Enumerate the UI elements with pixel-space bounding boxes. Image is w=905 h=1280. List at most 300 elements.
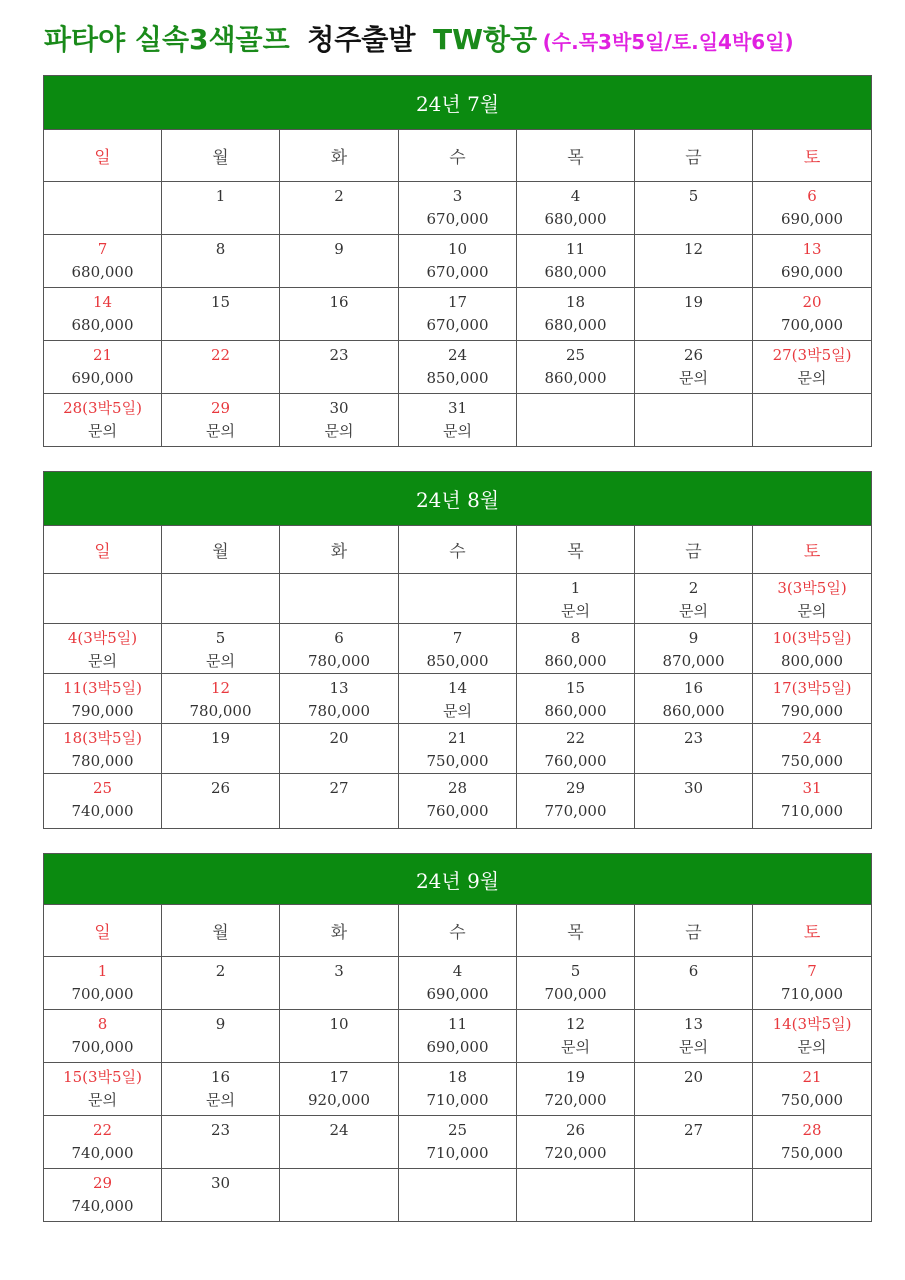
week-row bbox=[44, 957, 872, 1010]
day-number: 16 bbox=[210, 1068, 231, 1086]
day-number: 13 bbox=[683, 1015, 704, 1033]
week-row bbox=[44, 394, 872, 447]
day-number: 18(3박5일) bbox=[63, 729, 142, 747]
day-number: 4 bbox=[452, 962, 463, 980]
day-number: 1 bbox=[97, 962, 108, 980]
day-cell bbox=[44, 957, 162, 1010]
day-cell bbox=[635, 341, 753, 394]
day-number: 25 bbox=[447, 1121, 468, 1139]
day-price: 850,000 bbox=[426, 652, 489, 670]
day-number: 20 bbox=[802, 293, 822, 311]
weekday-header: 화 bbox=[280, 526, 399, 574]
day-number: 10 bbox=[447, 240, 468, 258]
day-cell bbox=[280, 182, 399, 235]
weekday-header: 토 bbox=[753, 130, 872, 182]
day-number: 4 bbox=[570, 187, 581, 205]
day-cell bbox=[753, 574, 872, 624]
day-cell bbox=[517, 182, 635, 235]
day-number: 9 bbox=[334, 240, 344, 258]
day-number: 13 bbox=[329, 679, 349, 697]
day-price: 780,000 bbox=[71, 752, 134, 770]
day-price: 문의 bbox=[88, 422, 117, 440]
day-number bbox=[399, 1169, 516, 1172]
day-cell bbox=[399, 182, 517, 235]
calendar-month bbox=[43, 471, 872, 829]
day-cell bbox=[44, 1116, 162, 1169]
day-price: 670,000 bbox=[426, 316, 489, 334]
day-price: 700,000 bbox=[781, 316, 844, 334]
day-number: 30 bbox=[683, 779, 704, 797]
day-cell bbox=[635, 394, 753, 447]
day-number: 24 bbox=[802, 729, 822, 747]
day-price: 문의 bbox=[206, 422, 235, 440]
day-number: 17 bbox=[447, 293, 468, 311]
day-number: 1 bbox=[215, 187, 226, 205]
day-number: 15 bbox=[210, 293, 231, 311]
day-cell bbox=[399, 1116, 517, 1169]
weekday-header: 일 bbox=[44, 526, 162, 574]
day-number: 6 bbox=[807, 187, 817, 205]
calendar-month bbox=[43, 853, 872, 1222]
week-row bbox=[44, 624, 872, 674]
day-cell bbox=[753, 394, 872, 447]
weekday-header: 일 bbox=[44, 905, 162, 957]
day-price: 740,000 bbox=[71, 802, 134, 820]
day-number: 29 bbox=[210, 399, 231, 417]
day-number: 16 bbox=[683, 679, 704, 697]
day-number: 6 bbox=[688, 962, 699, 980]
weekday-header: 목 bbox=[517, 130, 635, 182]
day-cell bbox=[635, 1063, 753, 1116]
day-number: 7 bbox=[452, 629, 463, 647]
day-number: 12 bbox=[210, 679, 231, 697]
day-price: 700,000 bbox=[71, 1038, 134, 1056]
day-price: 문의 bbox=[443, 702, 472, 720]
day-cell bbox=[280, 235, 399, 288]
day-number bbox=[753, 1169, 871, 1172]
day-number bbox=[44, 182, 161, 185]
title-airline: TW항공 bbox=[432, 23, 538, 56]
day-cell bbox=[399, 394, 517, 447]
day-cell bbox=[162, 1169, 280, 1222]
day-cell bbox=[399, 1169, 517, 1222]
day-cell bbox=[44, 341, 162, 394]
day-number: 30 bbox=[210, 1174, 231, 1192]
day-price: 860,000 bbox=[544, 702, 607, 720]
day-number bbox=[280, 1169, 398, 1172]
day-cell bbox=[399, 574, 517, 624]
month-title: 24년 9월 bbox=[44, 854, 872, 905]
day-cell bbox=[399, 674, 517, 724]
day-price: 750,000 bbox=[781, 1144, 844, 1162]
day-number: 19 bbox=[683, 293, 704, 311]
weekday-header: 수 bbox=[399, 130, 517, 182]
day-number bbox=[517, 394, 634, 397]
day-price: 670,000 bbox=[426, 263, 489, 281]
day-number: 11 bbox=[447, 1015, 468, 1033]
day-cell bbox=[517, 341, 635, 394]
day-number: 25 bbox=[92, 779, 113, 797]
day-price: 670,000 bbox=[426, 210, 489, 228]
day-number: 24 bbox=[329, 1121, 349, 1139]
day-cell bbox=[162, 1116, 280, 1169]
day-cell bbox=[517, 724, 635, 774]
weekday-header: 화 bbox=[280, 130, 399, 182]
day-cell bbox=[635, 288, 753, 341]
day-price: 문의 bbox=[797, 1038, 827, 1056]
month-title: 24년 7월 bbox=[44, 76, 872, 130]
weekday-header: 금 bbox=[635, 526, 753, 574]
day-cell bbox=[635, 1116, 753, 1169]
day-price: 문의 bbox=[561, 602, 590, 620]
day-cell bbox=[44, 674, 162, 724]
day-number bbox=[753, 394, 871, 397]
day-number: 20 bbox=[329, 729, 349, 747]
day-number: 31 bbox=[802, 779, 822, 797]
week-row bbox=[44, 1116, 872, 1169]
weekday-header: 월 bbox=[162, 130, 280, 182]
day-cell bbox=[280, 624, 399, 674]
day-cell bbox=[44, 574, 162, 624]
day-price: 780,000 bbox=[307, 702, 371, 720]
day-number: 27 bbox=[683, 1121, 704, 1139]
week-row bbox=[44, 1169, 872, 1222]
day-cell bbox=[44, 774, 162, 829]
day-number: 19 bbox=[210, 729, 231, 747]
day-price: 760,000 bbox=[544, 752, 607, 770]
day-cell bbox=[635, 957, 753, 1010]
day-number: 16 bbox=[329, 293, 349, 311]
day-cell bbox=[162, 774, 280, 829]
day-number: 7 bbox=[807, 962, 817, 980]
day-number: 10(3박5일) bbox=[772, 629, 852, 647]
day-number: 30 bbox=[329, 399, 349, 417]
day-cell bbox=[399, 1010, 517, 1063]
week-row bbox=[44, 288, 872, 341]
day-price: 860,000 bbox=[662, 702, 725, 720]
week-row bbox=[44, 1063, 872, 1116]
day-cell bbox=[280, 1010, 399, 1063]
day-number: 3(3박5일) bbox=[777, 579, 847, 597]
day-cell bbox=[635, 1169, 753, 1222]
day-cell bbox=[399, 288, 517, 341]
weekday-header: 목 bbox=[517, 526, 635, 574]
day-price: 710,000 bbox=[426, 1144, 489, 1162]
day-price: 740,000 bbox=[71, 1197, 134, 1215]
day-price: 문의 bbox=[324, 422, 354, 440]
day-price: 문의 bbox=[561, 1038, 590, 1056]
day-cell bbox=[280, 774, 399, 829]
title-product: 파타야 실속3색골프 bbox=[44, 23, 290, 56]
day-cell bbox=[280, 394, 399, 447]
day-number: 22 bbox=[210, 346, 231, 364]
weekday-header: 토 bbox=[753, 905, 872, 957]
week-row bbox=[44, 774, 872, 829]
day-cell bbox=[162, 182, 280, 235]
day-cell bbox=[162, 288, 280, 341]
day-cell bbox=[162, 1063, 280, 1116]
day-cell bbox=[399, 724, 517, 774]
day-number: 22 bbox=[565, 729, 586, 747]
day-price: 690,000 bbox=[426, 1038, 489, 1056]
weekday-header: 월 bbox=[162, 526, 280, 574]
page-title bbox=[44, 18, 894, 62]
day-cell bbox=[162, 394, 280, 447]
day-cell bbox=[280, 674, 399, 724]
day-cell bbox=[517, 957, 635, 1010]
weekday-header: 화 bbox=[280, 905, 399, 957]
day-cell bbox=[399, 341, 517, 394]
day-price: 740,000 bbox=[71, 1144, 134, 1162]
day-cell bbox=[280, 574, 399, 624]
week-row bbox=[44, 235, 872, 288]
day-price: 문의 bbox=[206, 652, 235, 670]
day-cell bbox=[753, 624, 872, 674]
day-cell bbox=[280, 288, 399, 341]
day-cell bbox=[517, 1010, 635, 1063]
day-cell bbox=[280, 1116, 399, 1169]
day-cell bbox=[517, 1116, 635, 1169]
day-number bbox=[44, 574, 161, 577]
title-departure: 청주출발 bbox=[307, 23, 416, 56]
day-cell bbox=[399, 235, 517, 288]
day-number bbox=[162, 574, 279, 577]
day-cell bbox=[399, 624, 517, 674]
day-cell bbox=[44, 182, 162, 235]
day-number: 5 bbox=[215, 629, 226, 647]
day-number bbox=[517, 1169, 634, 1172]
calendar-month bbox=[43, 75, 872, 447]
day-number: 28(3박5일) bbox=[63, 399, 142, 417]
day-price: 710,000 bbox=[781, 985, 844, 1003]
day-number: 8 bbox=[570, 629, 581, 647]
day-cell bbox=[635, 774, 753, 829]
day-price: 860,000 bbox=[544, 652, 607, 670]
day-cell bbox=[753, 235, 872, 288]
day-number: 14 bbox=[92, 293, 113, 311]
day-number: 18 bbox=[565, 293, 586, 311]
day-number: 9 bbox=[688, 629, 699, 647]
day-price: 680,000 bbox=[544, 210, 607, 228]
day-number: 11 bbox=[565, 240, 586, 258]
day-number: 2 bbox=[688, 579, 699, 597]
day-price: 720,000 bbox=[544, 1144, 607, 1162]
day-number: 19 bbox=[565, 1068, 586, 1086]
day-number: 28 bbox=[802, 1121, 822, 1139]
day-price: 문의 bbox=[679, 602, 708, 620]
day-cell bbox=[44, 288, 162, 341]
day-price: 문의 bbox=[88, 652, 117, 670]
day-cell bbox=[162, 674, 280, 724]
day-cell bbox=[635, 624, 753, 674]
day-number: 1 bbox=[570, 579, 581, 597]
day-cell bbox=[280, 1063, 399, 1116]
day-cell bbox=[162, 724, 280, 774]
day-price: 680,000 bbox=[71, 316, 134, 334]
day-number: 9 bbox=[215, 1015, 226, 1033]
day-cell bbox=[280, 1169, 399, 1222]
day-price: 710,000 bbox=[426, 1091, 489, 1109]
day-price: 780,000 bbox=[189, 702, 252, 720]
day-cell bbox=[753, 774, 872, 829]
day-cell bbox=[635, 182, 753, 235]
day-price: 850,000 bbox=[426, 369, 489, 387]
day-price: 720,000 bbox=[544, 1091, 607, 1109]
day-cell bbox=[399, 957, 517, 1010]
day-cell bbox=[753, 288, 872, 341]
day-number: 2 bbox=[334, 187, 344, 205]
day-number: 8 bbox=[215, 240, 226, 258]
month-title: 24년 8월 bbox=[44, 472, 872, 526]
day-cell bbox=[162, 574, 280, 624]
day-price: 문의 bbox=[679, 369, 708, 387]
day-price: 920,000 bbox=[307, 1091, 371, 1109]
day-number: 28 bbox=[447, 779, 468, 797]
day-price: 750,000 bbox=[781, 752, 844, 770]
day-price: 690,000 bbox=[781, 210, 844, 228]
day-price: 690,000 bbox=[781, 263, 844, 281]
day-price: 문의 bbox=[797, 602, 827, 620]
week-row bbox=[44, 574, 872, 624]
day-price: 700,000 bbox=[544, 985, 607, 1003]
day-cell bbox=[753, 1063, 872, 1116]
day-number: 15 bbox=[565, 679, 586, 697]
day-price: 770,000 bbox=[544, 802, 607, 820]
day-cell bbox=[162, 1010, 280, 1063]
day-cell bbox=[635, 574, 753, 624]
weekday-header: 목 bbox=[517, 905, 635, 957]
day-number: 29 bbox=[92, 1174, 113, 1192]
day-price: 800,000 bbox=[781, 652, 844, 670]
day-cell bbox=[635, 235, 753, 288]
day-price: 780,000 bbox=[307, 652, 371, 670]
day-price: 760,000 bbox=[426, 802, 489, 820]
day-cell bbox=[44, 624, 162, 674]
day-number: 23 bbox=[683, 729, 704, 747]
day-number: 2 bbox=[215, 962, 226, 980]
weekday-header: 토 bbox=[753, 526, 872, 574]
day-number: 14(3박5일) bbox=[772, 1015, 852, 1033]
weekday-header: 일 bbox=[44, 130, 162, 182]
day-number: 14 bbox=[447, 679, 468, 697]
day-number: 12 bbox=[565, 1015, 586, 1033]
day-cell bbox=[517, 624, 635, 674]
day-cell bbox=[517, 574, 635, 624]
day-number: 23 bbox=[210, 1121, 231, 1139]
day-number: 21 bbox=[447, 729, 468, 747]
day-cell bbox=[280, 957, 399, 1010]
day-number: 5 bbox=[570, 962, 581, 980]
day-cell bbox=[280, 724, 399, 774]
day-number: 3 bbox=[452, 187, 463, 205]
day-cell bbox=[517, 235, 635, 288]
day-cell bbox=[399, 774, 517, 829]
day-cell bbox=[635, 674, 753, 724]
day-number: 26 bbox=[683, 346, 704, 364]
day-cell bbox=[753, 957, 872, 1010]
day-number: 12 bbox=[683, 240, 704, 258]
day-number: 18 bbox=[447, 1068, 468, 1086]
day-cell bbox=[44, 235, 162, 288]
day-cell bbox=[517, 288, 635, 341]
day-number: 21 bbox=[802, 1068, 822, 1086]
weekday-header: 수 bbox=[399, 905, 517, 957]
day-price: 700,000 bbox=[71, 985, 134, 1003]
day-number: 17(3박5일) bbox=[772, 679, 852, 697]
day-number: 10 bbox=[329, 1015, 349, 1033]
day-number: 17 bbox=[329, 1068, 349, 1086]
day-cell bbox=[44, 394, 162, 447]
day-number: 15(3박5일) bbox=[63, 1068, 142, 1086]
day-price: 문의 bbox=[88, 1091, 117, 1109]
day-price: 790,000 bbox=[781, 702, 844, 720]
day-number: 26 bbox=[210, 779, 231, 797]
week-row bbox=[44, 674, 872, 724]
day-price: 680,000 bbox=[544, 263, 607, 281]
day-number: 3 bbox=[334, 962, 344, 980]
day-number bbox=[635, 1169, 752, 1172]
day-cell bbox=[517, 394, 635, 447]
week-row bbox=[44, 182, 872, 235]
day-number bbox=[635, 394, 752, 397]
day-cell bbox=[753, 341, 872, 394]
day-cell bbox=[517, 774, 635, 829]
day-price: 710,000 bbox=[781, 802, 844, 820]
day-number: 13 bbox=[802, 240, 822, 258]
day-price: 문의 bbox=[206, 1091, 235, 1109]
day-price: 750,000 bbox=[781, 1091, 844, 1109]
day-number: 7 bbox=[97, 240, 108, 258]
weekday-header: 금 bbox=[635, 905, 753, 957]
day-price: 690,000 bbox=[71, 369, 134, 387]
week-row bbox=[44, 724, 872, 774]
day-price: 문의 bbox=[443, 422, 472, 440]
day-cell bbox=[162, 957, 280, 1010]
day-price: 680,000 bbox=[71, 263, 134, 281]
day-number: 20 bbox=[683, 1068, 704, 1086]
day-cell bbox=[44, 1010, 162, 1063]
title-schedule-note: (수.목3박5일/토.일4박6일) bbox=[542, 30, 794, 54]
day-cell bbox=[44, 724, 162, 774]
day-number: 21 bbox=[92, 346, 113, 364]
day-price: 860,000 bbox=[544, 369, 607, 387]
day-cell bbox=[280, 341, 399, 394]
day-cell bbox=[635, 1010, 753, 1063]
day-cell bbox=[753, 724, 872, 774]
day-cell bbox=[517, 1063, 635, 1116]
day-cell bbox=[44, 1169, 162, 1222]
day-number: 22 bbox=[92, 1121, 113, 1139]
day-number: 31 bbox=[447, 399, 468, 417]
day-number bbox=[399, 574, 516, 577]
day-cell bbox=[399, 1063, 517, 1116]
day-cell bbox=[753, 1169, 872, 1222]
day-cell bbox=[635, 724, 753, 774]
day-number: 27(3박5일) bbox=[772, 346, 852, 364]
weekday-header: 수 bbox=[399, 526, 517, 574]
day-number: 25 bbox=[565, 346, 586, 364]
day-cell bbox=[753, 182, 872, 235]
day-number: 4(3박5일) bbox=[67, 629, 138, 647]
day-cell bbox=[44, 1063, 162, 1116]
day-number: 27 bbox=[329, 779, 349, 797]
day-number: 24 bbox=[447, 346, 468, 364]
day-price: 문의 bbox=[679, 1038, 708, 1056]
day-cell bbox=[517, 674, 635, 724]
day-price: 750,000 bbox=[426, 752, 489, 770]
day-number: 6 bbox=[334, 629, 344, 647]
day-number: 5 bbox=[688, 187, 699, 205]
